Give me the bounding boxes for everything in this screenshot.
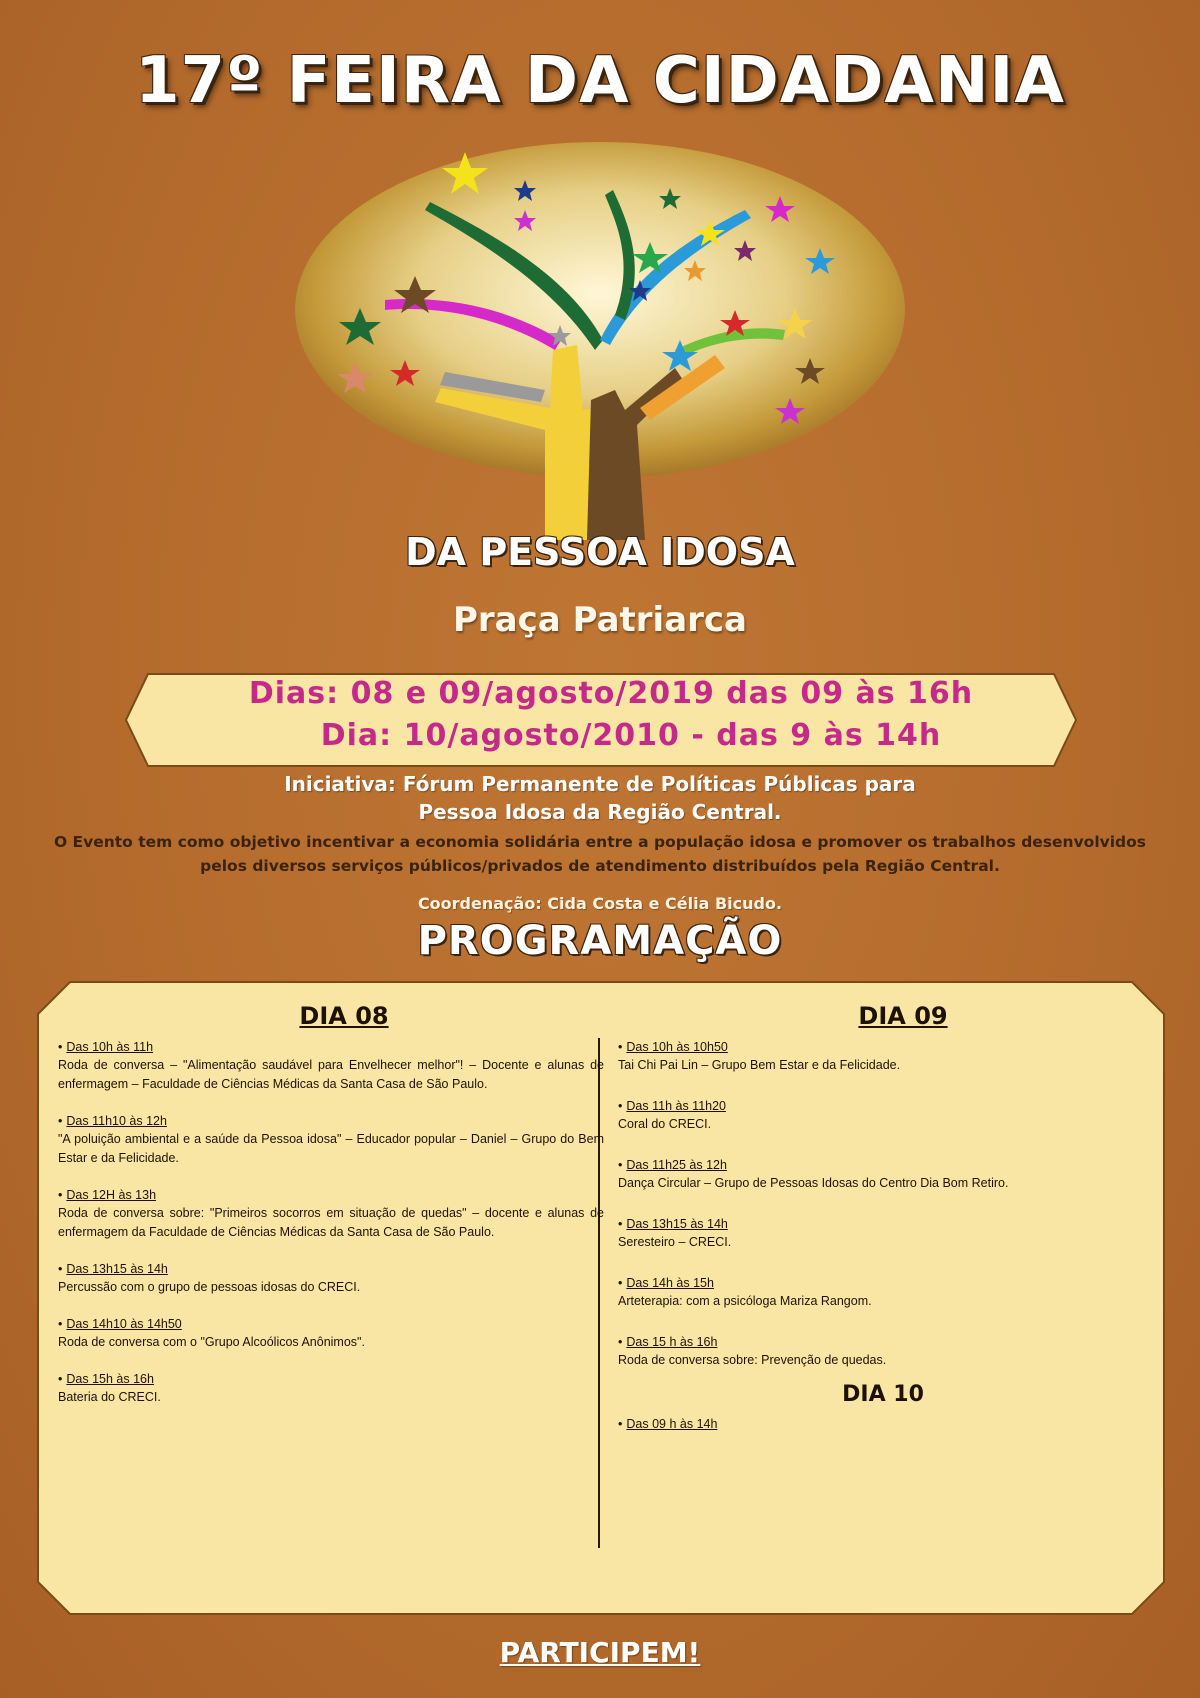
schedule-time [618,1038,1148,1056]
schedule-time-text: Das 13h15 às 14h [66,1262,168,1276]
objective-text: O Evento tem como objetivo incentivar a economia solidária entre a população idosa e promover os trabalhos desenvolvidos pelos diversos serviços públicos/privados de atendimento distribuídos pela Região Central. [53,833,1147,875]
bullet-icon: • [618,1335,623,1349]
schedule-time [618,1415,1148,1433]
schedule-time [58,1186,604,1204]
schedule-item [58,1186,604,1242]
schedule-time-text: Das 11h25 às 12h [626,1158,727,1172]
schedule-time-text: Das 10h às 10h50 [626,1040,728,1054]
day08-column [58,980,604,1425]
schedule-time-text: Das 12H às 13h [66,1188,157,1202]
schedule-description: Arteterapia: com a psicóloga Mariza Rangom. [618,1294,872,1308]
schedule-item [618,1097,1148,1134]
day09-schedule [618,1038,1148,1370]
schedule-description: Roda de conversa com o "Grupo Alcoólicos Anônimos". [58,1335,365,1349]
schedule-item [618,1274,1148,1311]
schedule-time [618,1215,1148,1233]
schedule-time-text: Das 09 h às 14h [626,1417,718,1431]
schedule-item [618,1215,1148,1252]
bullet-icon: • [618,1158,623,1172]
schedule-time [58,1112,604,1130]
dates-line-2: Dia: 10/agosto/2010 - das 9 às 14h [320,718,942,753]
schedule-time [618,1274,1148,1292]
poster-title: 17º FEIRA DA CIDADANIA [135,44,1065,118]
schedule-item [618,1415,1148,1433]
bullet-icon: • [618,1217,623,1231]
schedule-time [58,1038,604,1056]
schedule-description: Roda de conversa sobre: Prevenção de quedas. [618,1353,887,1367]
bullet-icon: • [58,1040,63,1054]
dates-line-1: Dias: 08 e 09/agosto/2019 das 09 às 16h [248,676,974,711]
schedule-time-text: Das 10h às 11h [66,1040,154,1054]
schedule-time-text: Das 11h10 às 12h [66,1114,167,1128]
bullet-icon: • [618,1276,623,1290]
bullet-icon: • [58,1188,63,1202]
schedule-item [618,1156,1148,1193]
schedule-time-text: Das 14h às 15h [626,1276,714,1290]
schedule-description: Coral do CRECI. [618,1117,712,1131]
day09-column [618,980,1148,1455]
schedule-time [618,1333,1148,1351]
day08-schedule [58,1038,604,1407]
schedule-time-text: Das 11h às 11h20 [626,1099,726,1113]
bullet-icon: • [58,1317,63,1331]
poster-subtitle: DA PESSOA IDOSA [405,530,795,574]
program-panel [36,980,1166,1616]
schedule-time [618,1097,1148,1115]
schedule-item [58,1370,604,1407]
bullet-icon: • [58,1262,63,1276]
day09-heading: DIA 09 [858,1002,948,1030]
program-title: PROGRAMAÇÃO [417,918,783,964]
schedule-time [618,1156,1148,1174]
bullet-icon: • [618,1040,623,1054]
bullet-icon: • [58,1372,63,1386]
day08-heading: DIA 08 [299,1002,389,1030]
schedule-description: Percussão com o grupo de pessoas idosas do CRECI. [58,1280,361,1294]
schedule-time [58,1315,604,1333]
schedule-description: Roda de conversa – "Alimentação saudável para Envelhecer melhor"! – Docente e alunas de enfermagem – Faculdade de Ciências Médicas da Santa Casa de São Paulo. [58,1058,604,1091]
call-to-action: PARTICIPEM! [499,1636,701,1669]
initiative-line-2: Pessoa Idosa da Região Central. [418,800,782,824]
schedule-time-text: Das 15h às 16h [66,1372,154,1386]
schedule-description: "A poluição ambiental e a saúde da Pessoa idosa" – Educador popular – Daniel – Grupo do Bem Estar e da Felicidade. [58,1132,604,1165]
initiative-text [0,770,1200,826]
schedule-item [618,1038,1148,1075]
bullet-icon: • [58,1114,63,1128]
day10-schedule [618,1415,1148,1433]
event-place: Praça Patriarca [453,600,747,640]
schedule-time [58,1260,604,1278]
schedule-item [58,1260,604,1297]
schedule-description: Dança Circular – Grupo de Pessoas Idosas do Centro Dia Bom Retiro. [618,1176,1009,1190]
day10-heading: DIA 10 [842,1382,924,1407]
bullet-icon: • [618,1099,623,1113]
schedule-time [58,1370,604,1388]
schedule-description: Seresteiro – CRECI. [618,1235,732,1249]
coordination-text: Coordenação: Cida Costa e Célia Bicudo. [417,894,783,913]
schedule-description: Tai Chi Pai Lin – Grupo Bem Estar e da Felicidade. [618,1058,901,1072]
schedule-item [618,1333,1148,1370]
schedule-description: Bateria do CRECI. [58,1390,161,1404]
schedule-description: Roda de conversa sobre: "Primeiros socorros em situação de quedas" – docente e alunas de enfermagem da Faculdade de Ciências Médicas da Santa Casa de São Paulo. [58,1206,604,1239]
dates-panel [124,672,1078,768]
schedule-time-text: Das 14h10 às 14h50 [66,1317,182,1331]
tree-hands-logo [295,140,905,540]
bullet-icon: • [618,1417,623,1431]
schedule-item [58,1315,604,1352]
schedule-time-text: Das 13h15 às 14h [626,1217,728,1231]
schedule-item [58,1038,604,1094]
initiative-line-1: Iniciativa: Fórum Permanente de Políticas Públicas para [284,772,916,796]
schedule-item [58,1112,604,1168]
schedule-time-text: Das 15 h às 16h [626,1335,718,1349]
